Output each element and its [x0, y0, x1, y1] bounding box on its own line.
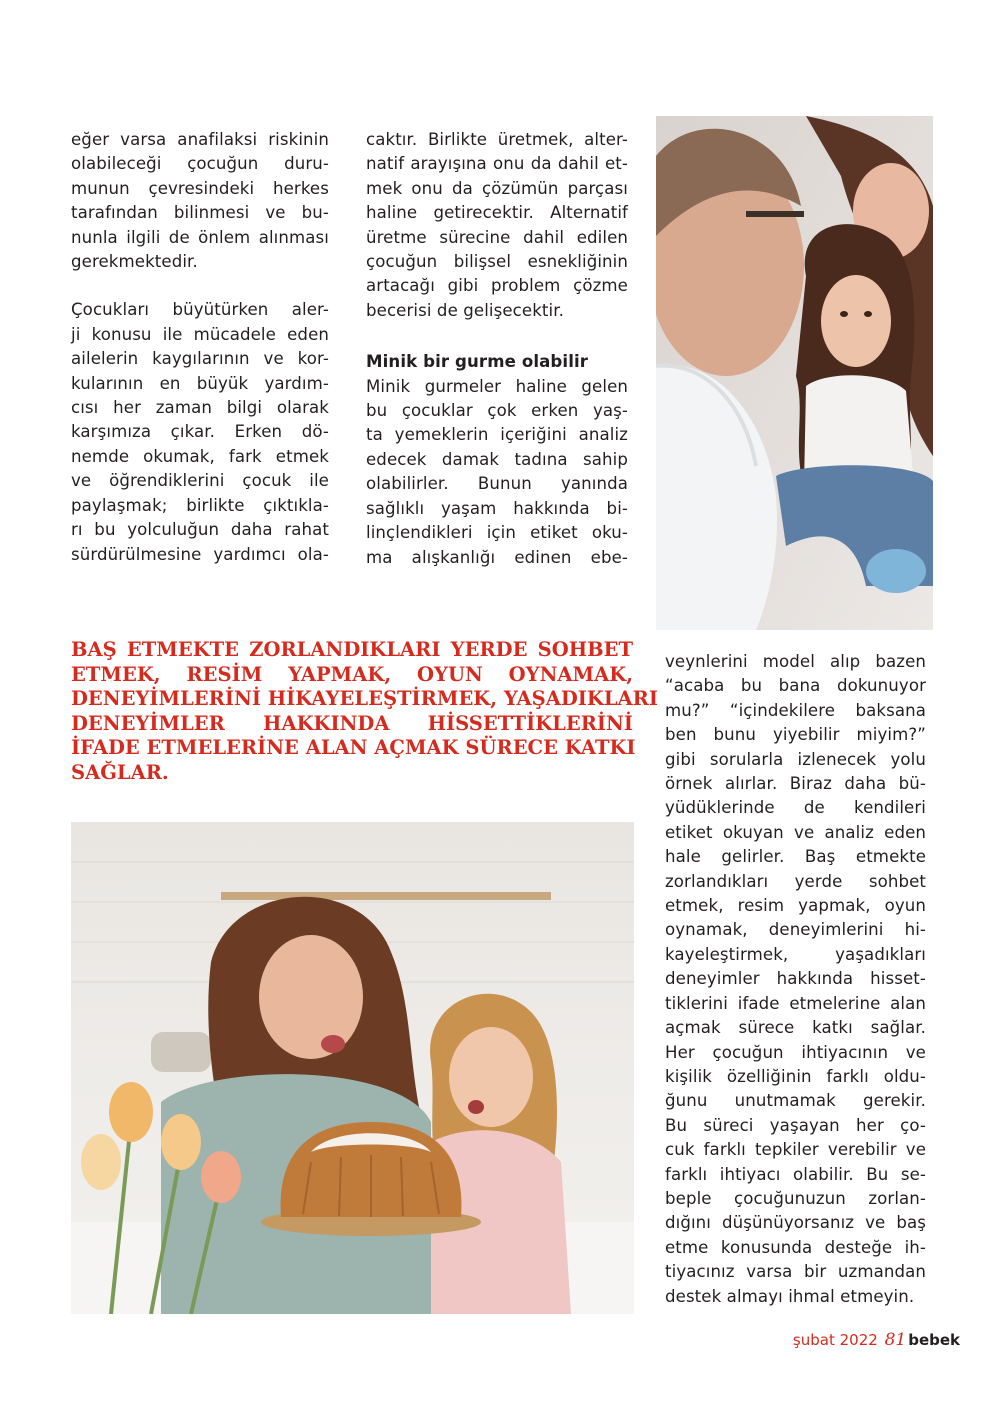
text-line: Çocukları büyütürken aler- [71, 300, 329, 320]
text-line: üretme sürecine dahil edilen [366, 227, 628, 247]
text-line: dığını düşünüyorsanız ve baş [665, 1213, 926, 1233]
column-2-top-lines [366, 128, 628, 323]
text-line: haline getirecektir. Alternatif [366, 203, 628, 223]
text-line: cuk farklı tepkiler verebilir ve [665, 1140, 926, 1160]
page-footer [793, 1331, 960, 1349]
text-line: sağlıklı yaşam hakkında bi- [366, 498, 628, 518]
text-line: “acaba bu bana dokunuyor [665, 676, 926, 696]
text-line: tiklerini ifade etmelerine alan [665, 993, 926, 1013]
text-line: gerekmektedir. [71, 252, 198, 272]
pull-quote-line: ETMEK, RESİM YAPMAK, OYUN OYNAMAK, [71, 662, 633, 686]
text-line: eğer varsa anafilaksi riskinin [71, 130, 329, 149]
page-number: 81 [884, 1330, 907, 1350]
text-line: farklı ihtiyacı olabilir. Bu se- [665, 1164, 926, 1184]
text-line: bu çocuklar çok erken yaş- [366, 401, 628, 421]
subheading: Minik bir gurme olabilir [366, 352, 589, 372]
text-line: nunla ilgili de önlem alınması [71, 227, 329, 247]
pull-quote-line: DENEYİMLERİNİ HİKAYELEŞTİRMEK, YAŞADIKLARI [71, 687, 658, 711]
text-line: etme konusunda desteğe ih- [665, 1237, 926, 1257]
text-line: tiyacınız varsa bir uzmandan [665, 1262, 926, 1282]
text-line: mu?” “içindekilere baksana [665, 700, 926, 720]
text-line: tarafından bilinmesi ve bu- [71, 203, 329, 223]
text-line: etiket okuyan ve analiz eden [665, 822, 926, 842]
brand-logo: bebek [908, 1331, 960, 1349]
text-line: hale gelirler. Baş etmekte [665, 847, 926, 867]
article-column-1 [71, 128, 329, 567]
text-line: ta yemeklerin içeriğini analiz [366, 425, 628, 445]
pull-quote [71, 638, 658, 786]
text-line: nemde okumak, fark etmek [71, 446, 329, 466]
column-1-lines [71, 128, 329, 567]
photo-illustration [656, 116, 933, 630]
text-line: Bu süreci yaşayan her ço- [665, 1115, 926, 1135]
text-line: ailelerin kaygılarının ve kor- [71, 349, 329, 369]
pull-quote-line: SAĞLAR. [71, 760, 169, 784]
text-line: deneyimler hakkında hisset- [665, 969, 926, 989]
column-2-bottom-lines [366, 375, 628, 570]
text-line: ma alışkanlığı edinen ebe- [366, 547, 628, 567]
text-line: ve öğrendiklerini çocuk ile [71, 471, 329, 491]
text-line: destek almayı ihmal etmeyin. [665, 1286, 915, 1306]
text-line: rı bu yolculuğun daha rahat [71, 520, 329, 540]
text-line: munun çevresindeki herkes [71, 178, 329, 198]
text-line: çocuğun bilişsel esnekliğinin [366, 252, 628, 272]
text-line: paylaşmak; birlikte çıktıkla- [71, 495, 329, 515]
article-column-3 [665, 650, 926, 1309]
footer-month: şubat 2022 [792, 1331, 878, 1349]
column-3-lines [665, 650, 926, 1309]
text-line: karşımıza çıkar. Erken dö- [71, 422, 329, 442]
photo-mother-daughter-cake [71, 822, 634, 1314]
text-line: gibi sorularla izlenecek yolu [665, 749, 926, 769]
text-line: artacağı gibi problem çözme [366, 276, 628, 296]
text-line: kularının en büyük yardım- [71, 373, 329, 393]
pull-quote-lines [71, 638, 658, 786]
text-line: açmak sürece katkı sağlar. [665, 1018, 926, 1038]
text-line: sürdürülmesine yardımcı ola- [71, 544, 329, 564]
text-line: linçlendikleri için etiket oku- [366, 523, 628, 543]
text-line: beple çocuğunuzun zorlan- [665, 1188, 926, 1208]
text-line: becerisi de gelişecektir. [366, 300, 565, 320]
text-line: kişilik özelliğinin farklı oldu- [665, 1066, 926, 1086]
text-line: mek onu da çözümün parçası [366, 178, 628, 198]
text-line: olabileceği çocuğun duru- [71, 154, 329, 174]
article-column-2 [366, 128, 628, 570]
pull-quote-line: BAŞ ETMEKTE ZORLANDIKLARI YERDE SOHBET [71, 638, 633, 661]
text-line: natif arayışına onu da dahil et- [366, 154, 628, 174]
text-line: edecek damak tadına sahip [366, 449, 628, 469]
text-line: caktır. Birlikte üretmek, alter- [366, 130, 628, 149]
text-line: Her çocuğun ihtiyacının ve [665, 1042, 926, 1062]
text-line [71, 274, 329, 298]
photo-illustration-cake [71, 822, 634, 1314]
text-line: Minik gurmeler haline gelen [366, 376, 628, 396]
text-line: kayeleştirmek, yaşadıkları [665, 944, 926, 964]
text-line: yüdüklerinde de kendileri [665, 798, 926, 818]
text-line: ğunu unutmamak gerekir. [665, 1091, 926, 1111]
photo-doctor-child-mother [656, 116, 933, 630]
text-line: zorlandıkları yerde sohbet [665, 871, 926, 891]
text-line: oynamak, deneyimlerini hi- [665, 920, 926, 940]
text-line: olabilirler. Bunun yanında [366, 474, 628, 494]
text-line: ji konusu ile mücadele eden [71, 324, 329, 344]
pull-quote-line: DENEYİMLER HAKKINDA HİSSETTİKLERİNİ [71, 711, 633, 735]
pull-quote-line: İFADE ETMELERİNE ALAN AÇMAK SÜRECE KATKI [71, 736, 636, 760]
text-line: veynlerini model alıp bazen [665, 652, 926, 671]
text-line: cısı her zaman bilgi olarak [71, 398, 329, 418]
text-line: ben bunu yiyebilir miyim?” [665, 725, 926, 745]
text-line: örnek alırlar. Biraz daha bü- [665, 774, 926, 794]
text-line: etmek, resim yapmak, oyun [665, 896, 926, 916]
